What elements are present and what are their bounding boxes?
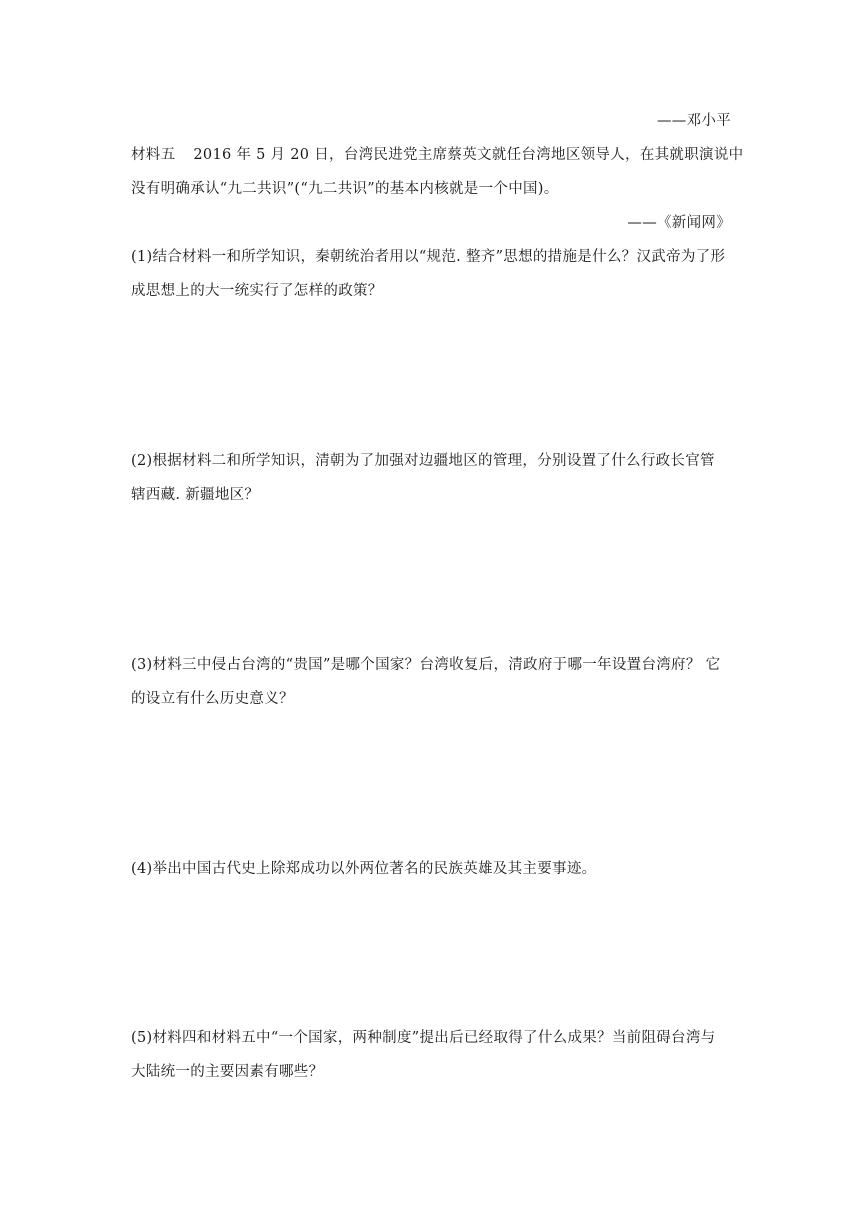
question-5-line-1: (5)材料四和材料五中“一个国家，两种制度”提出后已经取得了什么成果？当前阻碍台湾与 (131, 1030, 716, 1046)
question-2-line-2: 辖西藏. 新疆地区？ (131, 487, 260, 503)
question-1-line-2: 成思想上的大一统实行了怎样的政策？ (131, 283, 383, 299)
question-3-line-2: 的设立有什么历史意义？ (131, 691, 294, 707)
question-2-line-1: (2)根据材料二和所学知识，清朝为了加强对边疆地区的管理，分别设置了什么行政长官管 (131, 453, 715, 469)
material-five-text-1: 2016 年 5 月 20 日，台湾民进党主席蔡英文就任台湾地区领导人，在其就职演说中 (193, 147, 744, 163)
question-5-line-2: 大陆统一的主要因素有哪些？ (131, 1064, 324, 1080)
question-1-line-1: (1)结合材料一和所学知识，秦朝统治者用以“规范. 整齐”思想的措施是什么？汉武帝为了形 (131, 249, 726, 265)
attribution-deng: ——邓小平 (657, 113, 731, 129)
attribution-xinwen: ——《新闻网》 (627, 215, 731, 231)
material-five-line-1 (131, 145, 744, 165)
question-3-line-1: (3)材料三中侵占台湾的“贵国”是哪个国家？台湾收复后，清政府于哪一年设置台湾府？ 它 (131, 657, 721, 673)
material-five-label: 材料五 (131, 147, 176, 163)
question-4-line-1: (4)举出中国古代史上除郑成功以外两位著名的民族英雄及其主要事迹。 (131, 861, 597, 877)
material-five-line-2: 没有明确承认“九二共识”(“九二共识”的基本内核就是一个中国)。 (131, 181, 559, 197)
